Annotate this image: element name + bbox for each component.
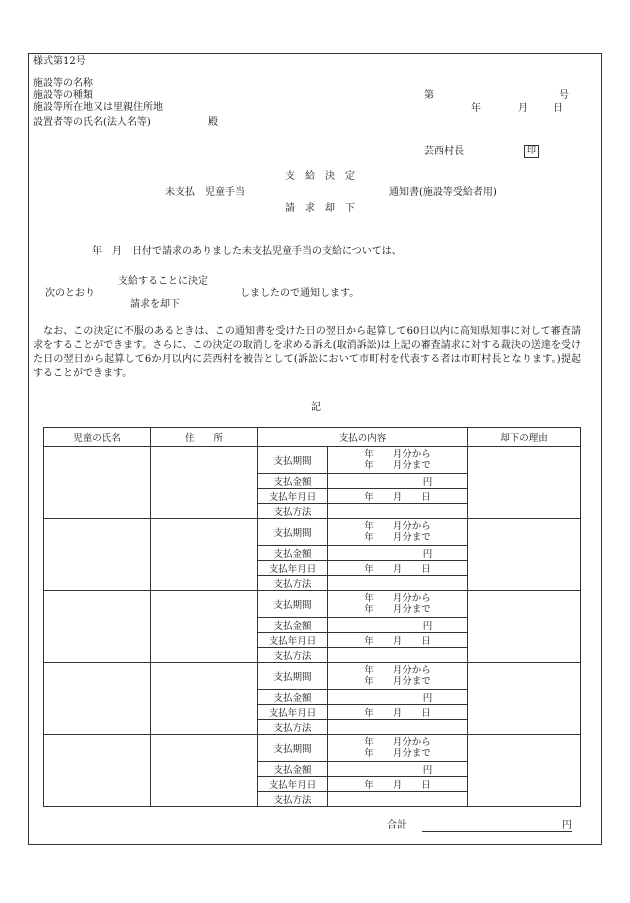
value-date[interactable]: 年 月 日	[328, 777, 468, 792]
address-cell[interactable]	[151, 519, 258, 591]
label-method: 支払方法	[258, 504, 328, 519]
value-method[interactable]	[328, 504, 468, 519]
period-to: 年 月分まで	[364, 460, 431, 471]
value-period[interactable]	[328, 447, 468, 474]
value-date[interactable]: 年 月 日	[328, 489, 468, 504]
prefix: 次のとおり	[45, 288, 95, 299]
date-day: 日	[553, 103, 563, 114]
period-from: 年 月分から	[364, 449, 431, 460]
header-rejection-reason: 却下の理由	[468, 428, 581, 447]
amount-unit: 円	[422, 765, 433, 776]
address-cell[interactable]	[151, 735, 258, 807]
label-amount: 支払金額	[258, 618, 328, 633]
seal-mark: 印	[524, 145, 539, 158]
label-amount: 支払金額	[258, 762, 328, 777]
option-a: 支給することに決定	[118, 276, 208, 287]
label-amount: 支払金額	[258, 546, 328, 561]
period-from: 年 月分から	[364, 737, 431, 748]
value-amount[interactable]	[328, 690, 468, 705]
label-date: 支払年月日	[258, 705, 328, 720]
founder-label: 設置者等の氏名(法人名等)	[33, 117, 151, 128]
value-method[interactable]	[328, 792, 468, 807]
date-year: 年	[471, 103, 481, 114]
suffix: しましたので通知します。	[240, 288, 360, 299]
period-to: 年 月分まで	[364, 676, 431, 687]
label-method: 支払方法	[258, 648, 328, 663]
label-method: 支払方法	[258, 576, 328, 591]
table-header	[44, 428, 581, 447]
title-top: 支 給 決 定	[285, 171, 355, 182]
period-from: 年 月分から	[364, 521, 431, 532]
table-row	[44, 591, 581, 618]
facility-address-label: 施設等所在地又は里親住所地	[33, 102, 163, 113]
child-name-cell[interactable]	[44, 735, 151, 807]
child-name-cell[interactable]	[44, 519, 151, 591]
total-unit: 円	[562, 820, 572, 831]
child-name-cell[interactable]	[44, 663, 151, 735]
header-child-name: 児童の氏名	[44, 428, 151, 447]
label-period: 支払期間	[258, 663, 328, 690]
amount-unit: 円	[422, 693, 433, 704]
rejection-reason-cell[interactable]	[468, 591, 581, 663]
ki: 記	[311, 402, 321, 413]
child-name-cell[interactable]	[44, 591, 151, 663]
table-row	[44, 735, 581, 762]
label-period: 支払期間	[258, 447, 328, 474]
value-date[interactable]: 年 月 日	[328, 633, 468, 648]
value-method[interactable]	[328, 576, 468, 591]
doc-no-suffix: 号	[559, 90, 569, 101]
value-amount[interactable]	[328, 762, 468, 777]
address-cell[interactable]	[151, 447, 258, 519]
value-method[interactable]	[328, 648, 468, 663]
label-period: 支払期間	[258, 591, 328, 618]
label-period: 支払期間	[258, 735, 328, 762]
option-b: 請求を却下	[130, 299, 180, 310]
period-from: 年 月分から	[364, 593, 431, 604]
period-to: 年 月分まで	[364, 748, 431, 759]
label-date: 支払年月日	[258, 777, 328, 792]
notice-paragraph: なお、この決定に不服のあるときは、この通知書を受けた日の翌日から起算して60日以内に高知県知事に対して審査請求をすることができます。さらに、この決定の取消しを求める訴え(取消訴訟)は上記の審査請求に対する裁決の送達を受けた日の翌日から起算して6か月以内に芸西村を被告として(訴訟において市町村を代表する者は市町村長となります。)提起することができます。	[33, 326, 581, 379]
label-amount: 支払金額	[258, 690, 328, 705]
total-amount-line[interactable]	[422, 831, 572, 832]
child-name-cell[interactable]	[44, 447, 151, 519]
issuer: 芸西村長	[424, 146, 464, 157]
label-period: 支払期間	[258, 519, 328, 546]
header-payment-content: 支払の内容	[258, 428, 468, 447]
label-date: 支払年月日	[258, 489, 328, 504]
amount-unit: 円	[422, 621, 433, 632]
value-method[interactable]	[328, 720, 468, 735]
payment-table	[43, 427, 581, 807]
rejection-reason-cell[interactable]	[468, 735, 581, 807]
value-period[interactable]	[328, 735, 468, 762]
address-cell[interactable]	[151, 591, 258, 663]
label-date: 支払年月日	[258, 561, 328, 576]
value-date[interactable]: 年 月 日	[328, 705, 468, 720]
table-row	[44, 447, 581, 474]
label-amount: 支払金額	[258, 474, 328, 489]
seal-box	[524, 145, 539, 158]
address-cell[interactable]	[151, 663, 258, 735]
body-line1: 年 月 日付で請求のありました未支払児童手当の支給については、	[92, 246, 402, 257]
period-to: 年 月分まで	[364, 532, 431, 543]
label-method: 支払方法	[258, 720, 328, 735]
amount-unit: 円	[422, 549, 433, 560]
rejection-reason-cell[interactable]	[468, 519, 581, 591]
rejection-reason-cell[interactable]	[468, 447, 581, 519]
title-bottom: 請 求 却 下	[285, 203, 355, 214]
period-to: 年 月分まで	[364, 604, 431, 615]
table-row	[44, 663, 581, 690]
doc-no-prefix: 第	[424, 90, 434, 101]
value-amount[interactable]	[328, 474, 468, 489]
amount-unit: 円	[422, 477, 433, 488]
form-number: 様式第12号	[33, 56, 86, 67]
facility-type-label: 施設等の種類	[33, 90, 93, 101]
honorific: 殿	[208, 117, 218, 128]
value-period[interactable]	[328, 591, 468, 618]
facility-name-label: 施設等の名称	[33, 78, 93, 89]
value-period[interactable]	[328, 519, 468, 546]
label-date: 支払年月日	[258, 633, 328, 648]
rejection-reason-cell[interactable]	[468, 663, 581, 735]
label-method: 支払方法	[258, 792, 328, 807]
table-row	[44, 519, 581, 546]
value-amount[interactable]	[328, 546, 468, 561]
value-period[interactable]	[328, 663, 468, 690]
header-address: 住 所	[151, 428, 258, 447]
date-month: 月	[518, 103, 528, 114]
title-left: 未支払 児童手当	[165, 187, 245, 198]
period-from: 年 月分から	[364, 665, 431, 676]
value-date[interactable]: 年 月 日	[328, 561, 468, 576]
total-label: 合計	[387, 820, 407, 831]
title-right: 通知書(施設等受給者用)	[389, 187, 497, 198]
value-amount[interactable]	[328, 618, 468, 633]
